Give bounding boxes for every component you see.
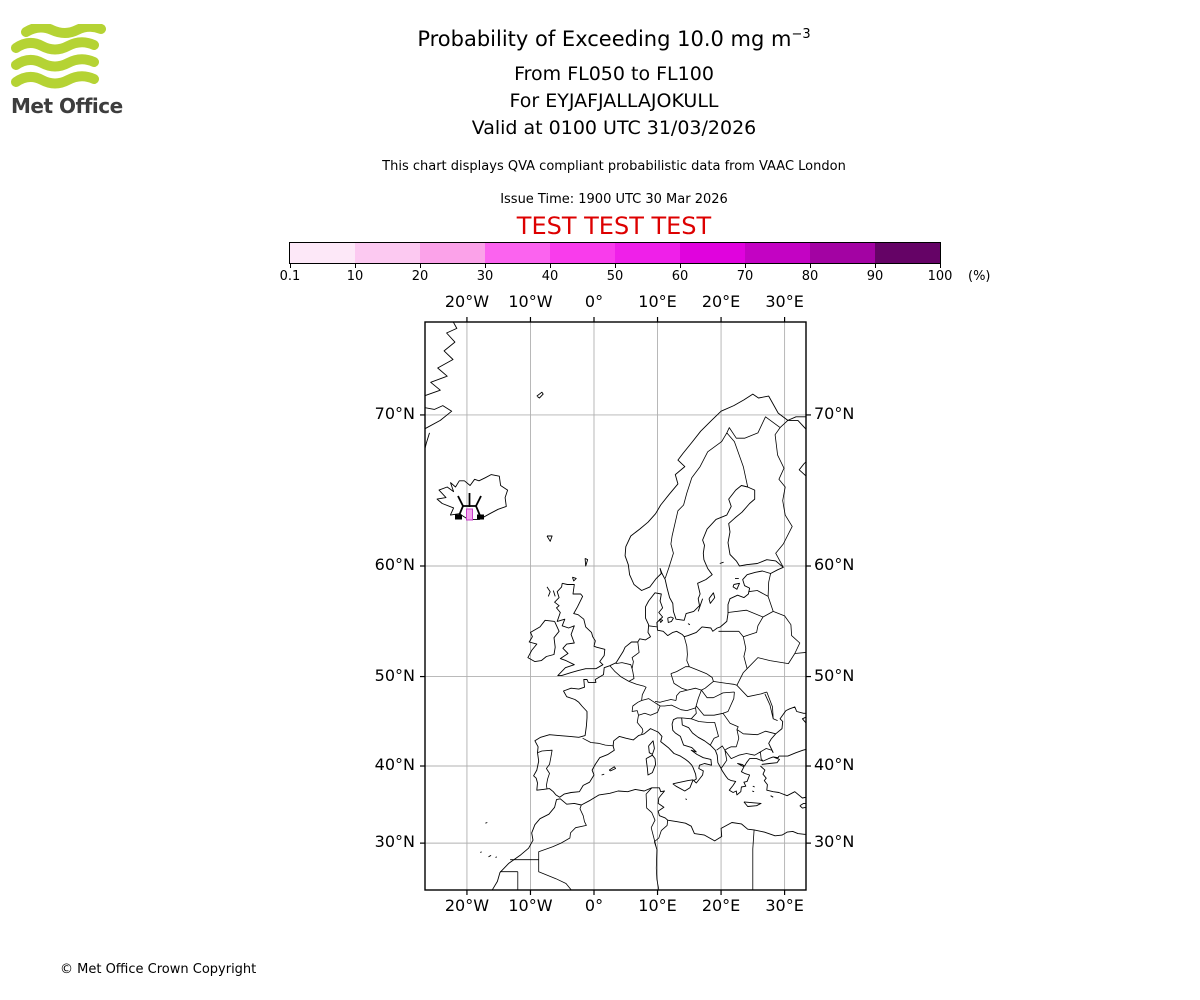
title-flight-levels: From FL050 to FL100 bbox=[514, 63, 714, 85]
y-axis-label-right: 30°N bbox=[814, 832, 855, 852]
colorbar-segment bbox=[485, 243, 550, 263]
probability-colorbar bbox=[290, 243, 940, 263]
colorbar-tick bbox=[875, 264, 876, 268]
colorbar-tick-label: 70 bbox=[736, 269, 754, 284]
colorbar-tick bbox=[420, 264, 421, 268]
x-axis-label-top: 10°E bbox=[638, 292, 677, 311]
colorbar-segment bbox=[550, 243, 615, 263]
country-borders bbox=[500, 417, 806, 890]
volcano-base-right bbox=[477, 515, 484, 520]
colorbar-segment bbox=[355, 243, 420, 263]
probability-cell-marker bbox=[467, 509, 473, 520]
colorbar-segment bbox=[745, 243, 810, 263]
x-axis-label-bottom: 0° bbox=[584, 896, 604, 915]
title-valid-time: Valid at 0100 UTC 31/03/2026 bbox=[471, 117, 757, 139]
y-axis-label-left: 60°N bbox=[374, 555, 415, 574]
colorbar-segment bbox=[290, 243, 355, 263]
colorbar-segment bbox=[810, 243, 875, 263]
colorbar-tick-label: 10 bbox=[346, 269, 364, 284]
x-axis-label-top: 0° bbox=[584, 292, 604, 311]
title-main: Probability of Exceeding 10.0 mg m bbox=[417, 27, 792, 51]
x-axis-label-bottom: 20°E bbox=[701, 896, 741, 915]
colorbar-tick-label: 40 bbox=[541, 269, 559, 284]
title-volcano: For EYJAFJALLAJOKULL bbox=[509, 90, 719, 112]
y-axis-label-right: 60°N bbox=[814, 555, 855, 574]
colorbar-tick bbox=[810, 264, 811, 268]
x-axis-label-top: 20°E bbox=[701, 292, 741, 311]
y-axis-label-right: 40°N bbox=[814, 755, 855, 774]
colorbar-tick-label: 60 bbox=[671, 269, 689, 284]
colorbar-segment bbox=[420, 243, 485, 263]
map-frame bbox=[425, 322, 806, 890]
colorbar-tick-label: 90 bbox=[866, 269, 884, 284]
map-axis-ticks bbox=[420, 317, 811, 895]
x-axis-label-bottom: 10°E bbox=[638, 896, 677, 915]
colorbar-tick-label: 30 bbox=[476, 269, 494, 284]
x-axis-label-top: 20°W bbox=[444, 292, 490, 311]
colorbar-tick-label: 80 bbox=[801, 269, 819, 284]
y-axis-label-left: 30°N bbox=[374, 832, 415, 852]
met-office-logo-text: Met Office bbox=[11, 94, 123, 118]
x-axis-label-bottom: 30°E bbox=[765, 896, 804, 915]
colorbar-tick-label: 50 bbox=[606, 269, 624, 284]
x-axis-label-top: 30°E bbox=[765, 292, 804, 311]
colorbar-tick-label: 20 bbox=[411, 269, 429, 284]
colorbar-tick bbox=[355, 264, 356, 268]
colorbar-tick bbox=[680, 264, 681, 268]
issue-time: Issue Time: 1900 UTC 30 Mar 2026 bbox=[500, 192, 728, 207]
colorbar-tick bbox=[940, 264, 941, 268]
map-gridlines bbox=[425, 322, 806, 890]
colorbar-segment bbox=[875, 243, 940, 263]
y-axis-label-left: 40°N bbox=[374, 755, 415, 774]
colorbar-tick-label: 100 bbox=[927, 269, 953, 284]
colorbar-tick bbox=[290, 264, 291, 268]
title-exponent: −3 bbox=[791, 27, 811, 42]
colorbar-segment bbox=[615, 243, 680, 263]
colorbar-segment bbox=[680, 243, 745, 263]
copyright-notice: © Met Office Crown Copyright bbox=[60, 962, 257, 977]
y-axis-label-left: 50°N bbox=[374, 665, 415, 685]
colorbar-unit-label: (%) bbox=[968, 269, 991, 284]
x-axis-label-bottom: 20°W bbox=[444, 896, 490, 915]
x-axis-label-top: 10°W bbox=[508, 292, 553, 311]
colorbar-tick bbox=[745, 264, 746, 268]
y-axis-label-right: 70°N bbox=[814, 403, 855, 423]
coastlines bbox=[424, 319, 807, 890]
volcano-eruption-icon bbox=[458, 493, 481, 518]
colorbar-tick bbox=[550, 264, 551, 268]
x-axis-label-bottom: 10°W bbox=[508, 896, 553, 915]
page-title bbox=[14, 27, 1200, 51]
test-banner: TEST TEST TEST bbox=[516, 212, 712, 240]
colorbar-tick bbox=[485, 264, 486, 268]
colorbar-tick-label: 0.1 bbox=[279, 269, 301, 284]
y-axis-label-right: 50°N bbox=[814, 665, 855, 685]
subtitle-qva: This chart displays QVA compliant probabilistic data from VAAC London bbox=[382, 159, 846, 174]
colorbar-tick bbox=[615, 264, 616, 268]
y-axis-label-left: 70°N bbox=[374, 403, 415, 423]
volcano-base-left bbox=[455, 515, 462, 520]
